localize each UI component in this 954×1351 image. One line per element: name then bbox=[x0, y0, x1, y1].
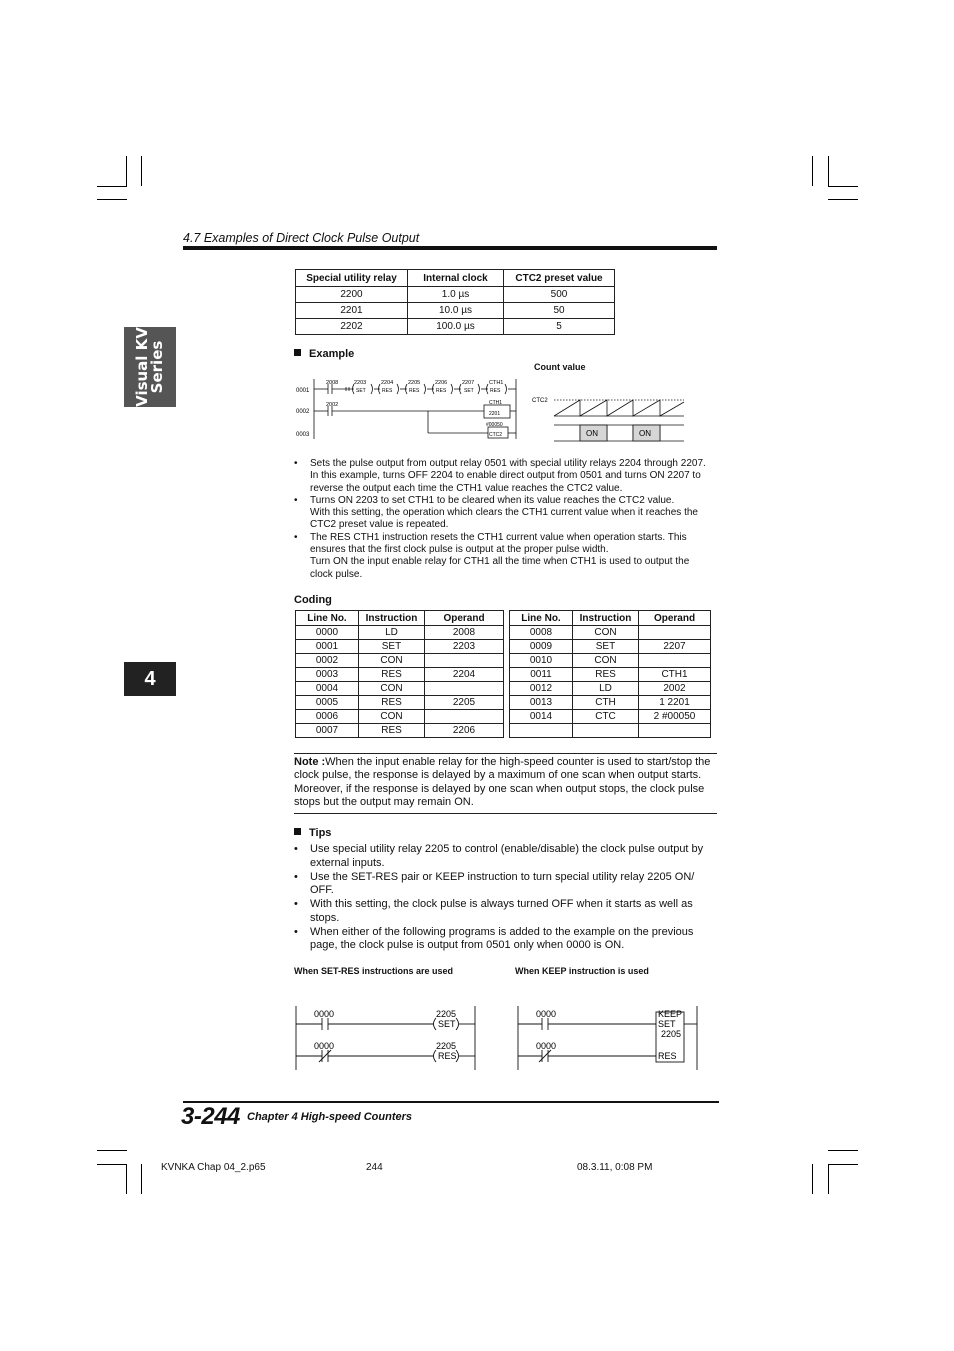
table-row bbox=[296, 640, 504, 654]
table-cell: CON bbox=[573, 654, 639, 668]
table-row bbox=[296, 724, 504, 738]
bullet-line: • Turns ON 2203 to set CTH1 to be cleared when its value reaches the CTC2 value. bbox=[310, 494, 675, 506]
crop-mark bbox=[141, 1164, 142, 1194]
bullet-line: CTC2 preset value is repeated. bbox=[310, 519, 449, 531]
line-number: 0002 bbox=[296, 409, 310, 415]
crop-mark bbox=[828, 1164, 829, 1194]
table-cell: 10.0 µs bbox=[408, 303, 504, 319]
bullet-line: • The RES CTH1 instruction resets the CTH1 current value when operation starts. This bbox=[310, 531, 687, 543]
table-row bbox=[296, 654, 504, 668]
table-cell: 500 bbox=[504, 287, 615, 303]
contact-label: 2206 bbox=[435, 380, 448, 386]
note-text: When the input enable relay for the high-speed counter is used to start/stop the clock pulse, the response is delayed by a maximum of one scan when output starts. Moreover, if the response is delayed by one scan when output stops, the clock pulse stops but the output may remain ON. bbox=[294, 756, 711, 809]
tips-heading-text: Tips bbox=[309, 827, 332, 839]
relay-label: 2205 bbox=[436, 1041, 457, 1051]
example-ladder-diagram bbox=[294, 375, 522, 443]
table-cell bbox=[510, 724, 573, 738]
example-heading-text: Example bbox=[309, 348, 355, 360]
table-cell: 2206 bbox=[425, 724, 504, 738]
setres-caption: When SET-RES instructions are used bbox=[294, 966, 454, 976]
example-heading bbox=[294, 348, 354, 360]
table-row bbox=[510, 640, 711, 654]
crop-mark bbox=[828, 199, 858, 200]
coil-label: SET bbox=[438, 1019, 456, 1029]
table-cell: 0010 bbox=[510, 654, 573, 668]
preset-header: CTC2 preset value bbox=[504, 270, 615, 287]
square-bullet-icon bbox=[294, 349, 301, 356]
list-item: • With this setting, the clock pulse is always turned OFF when it starts as well as stops. bbox=[294, 898, 718, 925]
table-cell: LD bbox=[359, 626, 425, 640]
table-row bbox=[510, 710, 711, 724]
keep-label: KEEP bbox=[658, 1009, 683, 1019]
bullet-line: With this setting, the operation which clears the CTH1 current value when it reaches the bbox=[310, 507, 698, 519]
contact-label: 2008 bbox=[326, 380, 339, 386]
table-row bbox=[510, 626, 711, 640]
table-cell: RES bbox=[359, 696, 425, 710]
setres-ladder-diagram bbox=[290, 1004, 482, 1074]
series-tab bbox=[124, 327, 176, 407]
table-cell: 0008 bbox=[510, 626, 573, 640]
table-cell: CTC bbox=[573, 710, 639, 724]
crop-mark bbox=[828, 1150, 858, 1151]
list-item: • Use the SET-RES pair or KEEP instruction to turn special utility relay 2205 ON/ OFF. bbox=[294, 871, 718, 898]
square-bullet-icon bbox=[294, 828, 301, 835]
coil-label: RES bbox=[382, 388, 393, 394]
crop-mark bbox=[828, 186, 858, 187]
table-cell: 2201 bbox=[296, 303, 408, 319]
coil-label: RES bbox=[490, 388, 501, 394]
table-cell: CTH bbox=[573, 696, 639, 710]
bullet-line: Turn ON the input enable relay for CTH1 all the time when CTH1 is used to output the bbox=[310, 556, 690, 568]
table-row bbox=[510, 682, 711, 696]
table-cell bbox=[639, 626, 711, 640]
table-row bbox=[296, 710, 504, 724]
table-cell: 2200 bbox=[296, 287, 408, 303]
crop-mark bbox=[97, 199, 127, 200]
table-cell bbox=[639, 654, 711, 668]
table-cell: 2203 bbox=[425, 640, 504, 654]
table-cell: 0011 bbox=[510, 668, 573, 682]
table-row bbox=[510, 654, 711, 668]
series-tab-line2: Series bbox=[148, 340, 166, 394]
output-label: CTH1 bbox=[489, 400, 503, 406]
contact-label: 2205 bbox=[408, 380, 421, 386]
timing-on-label: ON bbox=[639, 429, 651, 438]
count-value-label: Count value bbox=[534, 362, 586, 372]
line-number: 0001 bbox=[296, 388, 310, 394]
coil-label: RES bbox=[409, 388, 420, 394]
header-rule bbox=[183, 246, 717, 250]
preset-table bbox=[295, 269, 615, 335]
contact-label: 0000 bbox=[536, 1009, 557, 1019]
table-cell: 2202 bbox=[296, 319, 408, 335]
coding-header: Instruction bbox=[359, 611, 425, 626]
crop-mark bbox=[97, 1150, 127, 1151]
table-cell: 2 #00050 bbox=[639, 710, 711, 724]
table-cell: 2002 bbox=[639, 682, 711, 696]
relay-label: 2205 bbox=[436, 1009, 457, 1019]
table-cell: 0006 bbox=[296, 710, 359, 724]
crop-mark bbox=[828, 156, 829, 186]
preset-header: Internal clock bbox=[408, 270, 504, 287]
coding-header: Operand bbox=[425, 611, 504, 626]
bullet-line: ensures that the first clock pulse is output at the proper pulse width. bbox=[310, 544, 609, 556]
bullet-line: clock pulse. bbox=[310, 568, 363, 580]
keep-caption: When KEEP instruction is used bbox=[515, 966, 649, 976]
table-row bbox=[510, 724, 711, 738]
list-item bbox=[294, 458, 718, 495]
crop-mark bbox=[141, 156, 142, 186]
file-name: KVNKA Chap 04_2.p65 bbox=[161, 1162, 266, 1173]
table-row bbox=[296, 682, 504, 696]
table-cell: CON bbox=[359, 682, 425, 696]
table-cell: 2008 bbox=[425, 626, 504, 640]
table-row bbox=[296, 287, 615, 303]
crop-mark bbox=[812, 156, 813, 186]
table-row bbox=[296, 626, 504, 640]
table-cell: 100.0 µs bbox=[408, 319, 504, 335]
table-cell: LD bbox=[573, 682, 639, 696]
crop-mark bbox=[812, 1164, 813, 1194]
page-number: 3-244 bbox=[181, 1103, 240, 1130]
coil-label: RES bbox=[436, 388, 447, 394]
keep-relay-label: 2205 bbox=[661, 1029, 682, 1039]
coding-header: Operand bbox=[639, 611, 711, 626]
table-cell: 0007 bbox=[296, 724, 359, 738]
chapter-footer: Chapter 4 High-speed Counters bbox=[247, 1111, 413, 1123]
coding-header: Line No. bbox=[510, 611, 573, 626]
contact-label: 0000 bbox=[314, 1041, 335, 1051]
table-cell: 2205 bbox=[425, 696, 504, 710]
table-cell: 0005 bbox=[296, 696, 359, 710]
table-row bbox=[296, 303, 615, 319]
table-cell: 0009 bbox=[510, 640, 573, 654]
table-row bbox=[296, 319, 615, 335]
footer-rule bbox=[183, 1101, 719, 1103]
table-cell: RES bbox=[359, 724, 425, 738]
contact-label: 0000 bbox=[314, 1009, 335, 1019]
crop-mark bbox=[97, 1164, 127, 1165]
table-cell: 0004 bbox=[296, 682, 359, 696]
keep-ladder-diagram bbox=[512, 1004, 704, 1074]
line-number: 0003 bbox=[296, 432, 310, 438]
table-cell: 0002 bbox=[296, 654, 359, 668]
bullet-line: reverse the output each time the CTH1 value reaches the CTC2 value. bbox=[310, 482, 623, 494]
table-cell: SET bbox=[573, 640, 639, 654]
bullet-line: • Sets the pulse output from output relay 0501 with special utility relays 2204 through 2207. bbox=[310, 458, 706, 469]
coding-header: Instruction bbox=[573, 611, 639, 626]
table-cell bbox=[573, 724, 639, 738]
table-cell: 0014 bbox=[510, 710, 573, 724]
table-row bbox=[510, 696, 711, 710]
table-row bbox=[510, 668, 711, 682]
note-label: Note : bbox=[294, 756, 326, 768]
table-cell: CON bbox=[359, 710, 425, 724]
coil-label: RES bbox=[438, 1051, 457, 1061]
table-cell: CON bbox=[359, 654, 425, 668]
coding-heading: Coding bbox=[294, 594, 332, 606]
bullet-line: In this example, turns OFF 2204 to enable direct output from 0501 and turns ON 2207 to bbox=[310, 470, 701, 482]
coding-header: Line No. bbox=[296, 611, 359, 626]
output-label: CTC2 bbox=[489, 432, 503, 438]
list-item: • Use special utility relay 2205 to control (enable/disable) the clock pulse output by external inputs. bbox=[294, 843, 718, 870]
imprint-page: 244 bbox=[366, 1162, 383, 1173]
table-cell: 0003 bbox=[296, 668, 359, 682]
section-title: 4.7 Examples of Direct Clock Pulse Output bbox=[183, 231, 420, 245]
timestamp: 08.3.11, 0:08 PM bbox=[577, 1162, 653, 1173]
coding-table-right bbox=[509, 610, 711, 738]
table-cell bbox=[425, 710, 504, 724]
example-bullet-list bbox=[294, 458, 718, 581]
table-cell: RES bbox=[573, 668, 639, 682]
table-cell: CON bbox=[573, 626, 639, 640]
table-row bbox=[296, 696, 504, 710]
coil-label: SET bbox=[356, 388, 366, 394]
coding-table-left bbox=[295, 610, 504, 738]
contact-label: 2002 bbox=[326, 402, 339, 408]
crop-mark bbox=[126, 156, 127, 186]
chapter-tab: 4 bbox=[124, 662, 176, 696]
table-cell: 1.0 µs bbox=[408, 287, 504, 303]
output-label: #00050 bbox=[486, 422, 503, 428]
table-cell: RES bbox=[359, 668, 425, 682]
keep-set-label: SET bbox=[658, 1019, 676, 1029]
preset-header: Special utility relay bbox=[296, 270, 408, 287]
timing-ctc2-label: CTC2 bbox=[532, 398, 548, 404]
crop-mark bbox=[828, 1164, 858, 1165]
table-cell: 0000 bbox=[296, 626, 359, 640]
output-label: 2201 bbox=[489, 411, 501, 417]
table-row bbox=[296, 668, 504, 682]
note-box bbox=[294, 753, 717, 814]
table-cell bbox=[425, 682, 504, 696]
table-cell: 2204 bbox=[425, 668, 504, 682]
table-cell: 0001 bbox=[296, 640, 359, 654]
table-cell: 1 2201 bbox=[639, 696, 711, 710]
table-cell bbox=[639, 724, 711, 738]
list-item bbox=[294, 495, 718, 532]
table-cell: 0013 bbox=[510, 696, 573, 710]
table-cell: 50 bbox=[504, 303, 615, 319]
table-cell bbox=[425, 654, 504, 668]
contact-label: CTH1 bbox=[489, 380, 504, 386]
tips-heading bbox=[294, 827, 331, 839]
contact-label: 2207 bbox=[462, 380, 475, 386]
tips-list bbox=[294, 843, 718, 953]
contact-label: 2203 bbox=[354, 380, 367, 386]
series-tab-line1: Visual KV bbox=[133, 327, 151, 407]
contact-label: 0000 bbox=[536, 1041, 557, 1051]
table-cell: SET bbox=[359, 640, 425, 654]
table-cell: 2207 bbox=[639, 640, 711, 654]
crop-mark bbox=[126, 1164, 127, 1194]
contact-label: 2204 bbox=[381, 380, 394, 386]
keep-res-label: RES bbox=[658, 1051, 677, 1061]
timing-chart bbox=[530, 388, 690, 444]
timing-on-label: ON bbox=[586, 429, 598, 438]
crop-mark bbox=[97, 186, 127, 187]
list-item bbox=[294, 532, 718, 581]
list-item: • When either of the following programs is added to the example on the previous page, the clock pulse is output from 0501 only when 0000 is ON. bbox=[294, 926, 718, 953]
coil-label: SET bbox=[464, 388, 474, 394]
table-cell: 5 bbox=[504, 319, 615, 335]
table-cell: 0012 bbox=[510, 682, 573, 696]
table-cell: CTH1 bbox=[639, 668, 711, 682]
